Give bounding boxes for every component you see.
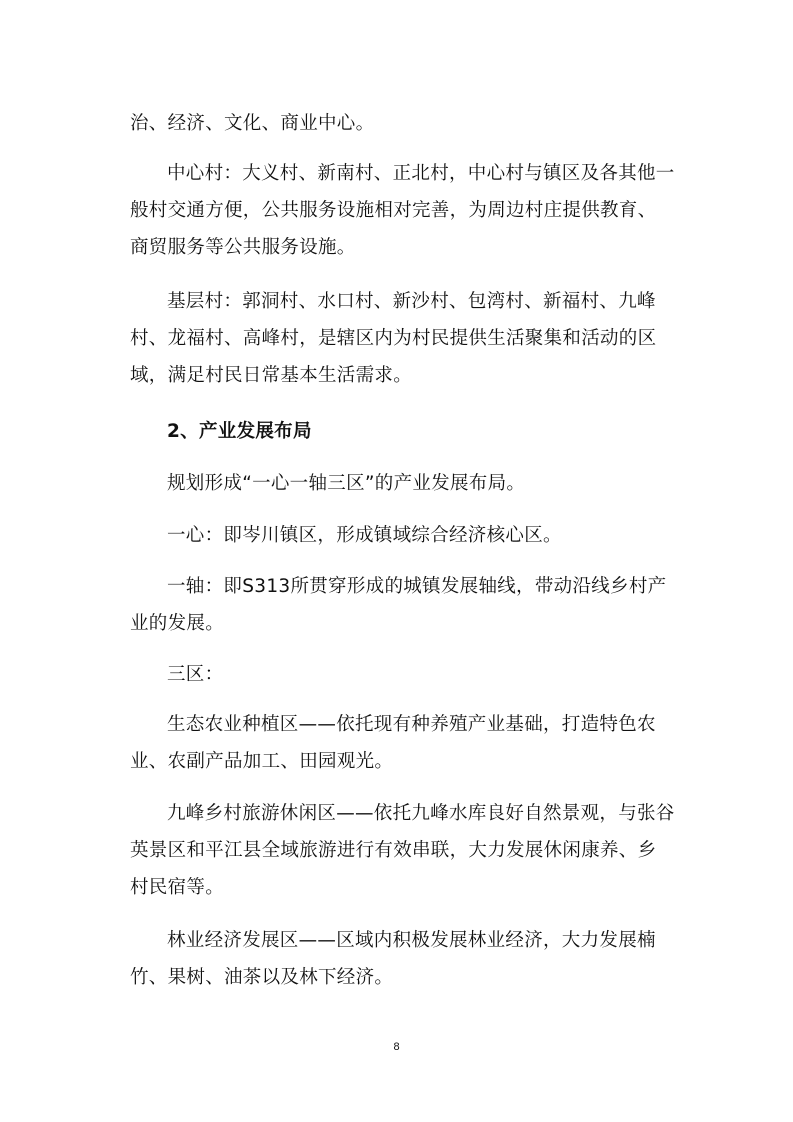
paragraph-eco-agriculture: 生态农业种植区——依托现有种养殖产业基础，打造特色农业、农副产品加工、田园观光。 [130, 714, 656, 772]
paragraph-jiufeng-tourism: 九峰乡村旅游休闲区——依托九峰水库良好自然景观，与张谷英景区和平江县全域旅游进行有效串联，大力发展休闲康养、乡村民宿等。 [130, 803, 675, 898]
section-heading-industry-layout: 2、产业发展布局 [167, 421, 312, 442]
page-number: 8 [393, 1041, 400, 1053]
paragraph-layout-intro: 规划形成“一心一轴三区”的产业发展布局。 [167, 473, 526, 494]
paragraph-one-axis: 一轴：即S313所贯穿形成的城镇发展轴线，带动沿线乡村产业的发展。 [130, 576, 667, 634]
paragraph-grassroots-villages: 基层村：郭洞村、水口村、新沙村、包湾村、新福村、九峰村、龙福村、高峰村，是辖区内为村民提供生活聚集和活动的区域，满足村民日常基本生活需求。 [130, 291, 657, 386]
paragraph-forestry-economy: 林业经济发展区——区域内积极发展林业经济，大力发展楠竹、果树、油茶以及林下经济。 [130, 930, 656, 988]
paragraph-three-zones: 三区： [167, 664, 224, 685]
paragraph-one-core: 一心：即岑川镇区，形成镇域综合经济核心区。 [167, 525, 562, 546]
paragraph-continuation: 治、经济、文化、商业中心。 [130, 113, 375, 134]
paragraph-central-villages: 中心村：大义村、新南村、正北村，中心村与镇区及各其他一般村交通方便，公共服务设施相对完善，为周边村庄提供教育、商贸服务等公共服务设施。 [130, 163, 675, 258]
